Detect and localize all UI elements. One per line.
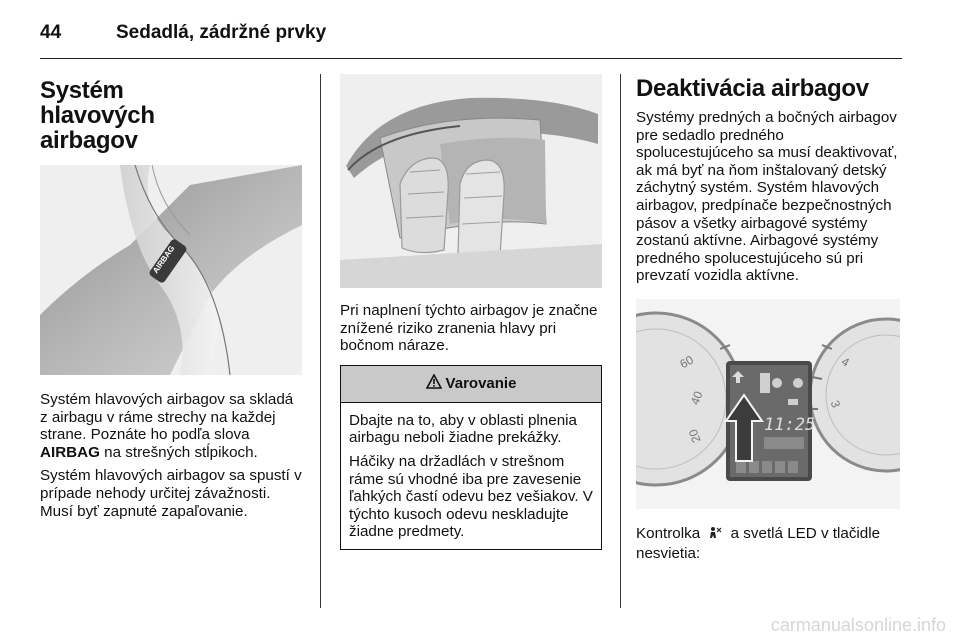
column-divider-1 bbox=[320, 74, 321, 608]
paragraph-injury-risk: Pri naplnení týchto airbagov je značne znížené riziko zranenia hlavy pri bočnom náraze. bbox=[340, 302, 598, 355]
header-rule bbox=[40, 58, 902, 59]
pillar-drawing bbox=[40, 165, 302, 375]
warning-title: Varovanie bbox=[445, 375, 517, 393]
left-gauge-tick-40: 40 bbox=[687, 389, 706, 407]
car-interior-drawing bbox=[340, 74, 602, 288]
paragraph-indicator: Kontrolka a svetlá LED v tlačidle nesvietia: bbox=[636, 524, 881, 562]
paragraph-airbag-deployment: Systém hlavových airbagov sa spustí v prípade nehody určitej závažnosti. Musí byť zapnuté zapaľovanie. bbox=[40, 467, 302, 520]
cluster-clock: 11:25 bbox=[764, 414, 816, 435]
warning-header bbox=[341, 366, 601, 403]
airbag-word: AIRBAG bbox=[40, 443, 100, 461]
warning-box bbox=[340, 365, 602, 550]
chapter-title: Sedadlá, zádržné prvky bbox=[116, 22, 327, 43]
left-gauge-tick-60: 60 bbox=[677, 352, 696, 372]
column-divider-2 bbox=[620, 74, 621, 608]
warning-paragraph-hooks: Háčiky na držadlách v strešnom ráme sú vhodné iba pre zavesenie ľahkých častí odevu bez vešiakov. V týchto kusoch odevu neskladujte žiadne predmety. bbox=[349, 452, 593, 541]
column-3 bbox=[636, 74, 900, 568]
cluster-drawing bbox=[636, 299, 900, 509]
page-header bbox=[40, 22, 326, 44]
curtain-airbag-illustration bbox=[340, 74, 602, 288]
instrument-cluster-illustration bbox=[636, 299, 900, 509]
right-gauge-tick-4: 4 bbox=[838, 354, 852, 370]
warning-body bbox=[341, 403, 601, 549]
watermark: carmanualsonline.info bbox=[770, 615, 946, 635]
airbag-pillar-illustration bbox=[40, 165, 302, 375]
column-2 bbox=[340, 74, 602, 550]
airbag-emblem-label: AIRBAG bbox=[151, 243, 177, 276]
airbag-off-symbol-icon bbox=[708, 526, 722, 545]
left-gauge-tick-20: 20 bbox=[685, 427, 704, 445]
paragraph-airbag-description: Systém hlavových airbagov sa skladá z airbagu v ráme strechy na každej strane. Poznáte ho podľa slova AIRBAG na strešných stĺpikoch. bbox=[40, 391, 294, 461]
section-heading-head-airbags: Systém hlavových airbagov bbox=[40, 77, 155, 154]
warning-triangle-icon bbox=[426, 374, 442, 393]
warning-paragraph-obstacles: Dbajte na to, aby v oblasti plnenia airbagu neboli žiadne prekážky. bbox=[349, 411, 577, 447]
page-number: 44 bbox=[40, 22, 62, 43]
paragraph-deactivation: Systémy predných a bočných airbagov pre sedadlo predného spolucestujúceho sa musí deaktivovať, ak má byť na ňom inštalovaný detský záchytný systém. Systém hlavových airbagov, predpínače bezpečnostných pásov a všetky airbagové systémy zostanú aktívne. Airbagové systémy predného spolucestujúceho sú pri prevzatí vozidla aktívne. bbox=[636, 109, 898, 285]
column-1 bbox=[40, 74, 304, 526]
right-gauge-tick-3: 3 bbox=[827, 398, 844, 410]
section-heading-deactivation: Deaktivácia airbagov bbox=[636, 75, 869, 102]
